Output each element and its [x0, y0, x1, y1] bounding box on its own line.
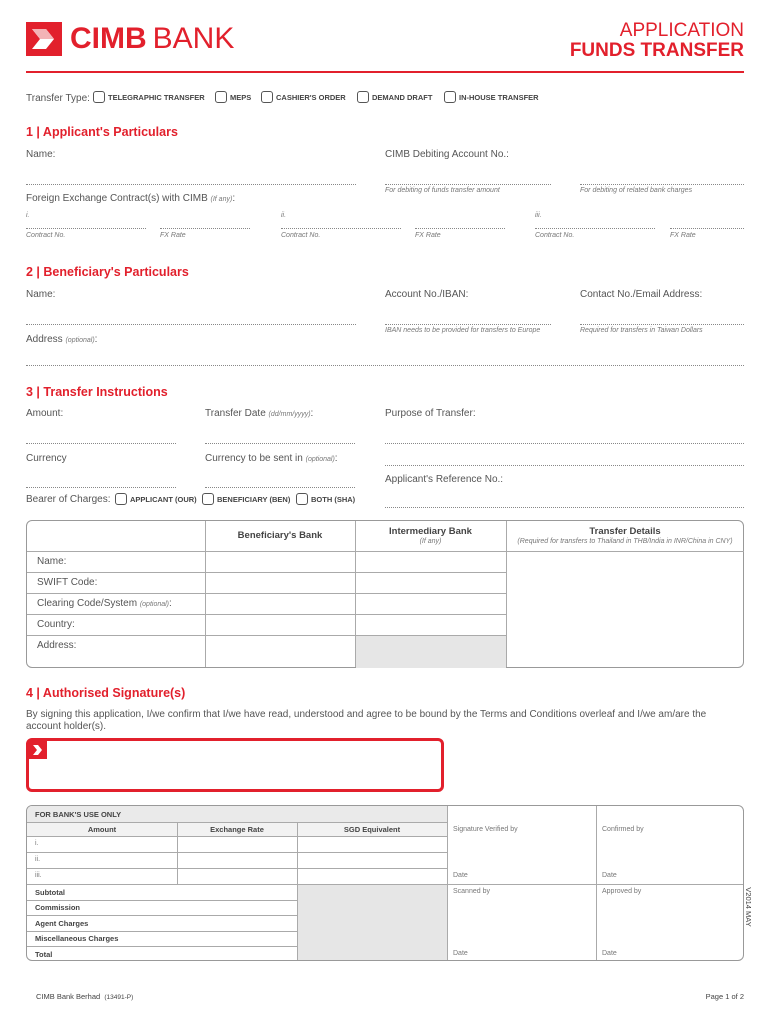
col-exchange-rate: Exchange Rate	[210, 825, 264, 834]
currency-label: Currency	[26, 453, 67, 464]
sgd-summary-disabled	[298, 885, 447, 961]
currency-field[interactable]	[26, 487, 176, 488]
checkbox-in-house-transfer[interactable]: IN-HOUSE TRANSFER	[444, 91, 539, 103]
note-funds-debit: For debiting of funds transfer amount	[385, 187, 500, 194]
note-taiwan: Required for transfers in Taiwan Dollars	[580, 327, 703, 334]
signature-box[interactable]	[26, 738, 444, 792]
note-iban: IBAN needs to be provided for transfers to Europe	[385, 327, 541, 334]
fx-rate-field-3[interactable]	[670, 228, 744, 229]
checkbox-cashiers-order[interactable]: CASHIER'S ORDER	[261, 91, 346, 103]
confirmed-by-label: Confirmed by	[602, 826, 644, 833]
beneficiary-name-label: Name:	[26, 289, 56, 300]
beneficiary-name-field[interactable]	[26, 324, 356, 325]
row-label-address: Address:	[37, 640, 77, 651]
transfer-date-field[interactable]	[205, 443, 355, 444]
contact-email-label: Contact No./Email Address:	[580, 289, 703, 300]
transfer-details-note: (Required for transfers to Thailand in THB/India in INR/China in CNY)	[517, 538, 733, 545]
scanned-by-label: Scanned by	[453, 888, 490, 895]
logo-bank-text: BANK	[152, 22, 235, 55]
version-label: V2014 MAY	[744, 887, 753, 927]
transfer-type-label: Transfer Type:	[26, 93, 90, 104]
header-divider	[26, 71, 744, 73]
date-label-3: Date	[453, 950, 468, 957]
bank-use-only-table	[26, 805, 744, 961]
applicant-name-label: Name:	[26, 149, 56, 160]
transfer-details-header: Transfer Details	[589, 526, 661, 537]
footer-company: CIMB Bank Berhad (13491-P)	[36, 992, 134, 1001]
fx-rate-field-2[interactable]	[415, 228, 505, 229]
intermediary-bank-note: (If any)	[419, 538, 442, 545]
currency-sent-field[interactable]	[205, 487, 355, 488]
row-subtotal: Subtotal	[35, 888, 65, 897]
purpose-field-2[interactable]	[385, 465, 744, 466]
footer-page-number: Page 1 of 2	[705, 992, 744, 1001]
purpose-field-1[interactable]	[385, 443, 744, 444]
contract-no-field-1[interactable]	[26, 228, 146, 229]
checkbox-meps[interactable]: MEPS	[215, 91, 251, 103]
section-1-title: 1 | Applicant's Particulars	[26, 125, 178, 139]
transfer-date-label: Transfer Date (dd/mm/yyyy):	[205, 408, 314, 419]
fec-roman-2: ii.	[281, 212, 287, 219]
intermediary-bank-header: Intermediary Bank	[389, 526, 472, 537]
contract-no-label-3: Contract No.	[535, 232, 575, 239]
address-label: Address (optional):	[26, 334, 98, 345]
contact-email-field[interactable]	[580, 324, 744, 325]
applicant-ref-label: Applicant's Reference No.:	[385, 474, 504, 485]
row-label-country: Country:	[37, 619, 75, 630]
account-iban-field[interactable]	[385, 324, 551, 325]
section-4-title: 4 | Authorised Signature(s)	[26, 686, 186, 700]
row-label-clearing: Clearing Code/System (optional):	[37, 598, 172, 609]
contract-no-label-2: Contract No.	[281, 232, 321, 239]
header-title-application: APPLICATION	[619, 20, 744, 41]
row-label-name: Name:	[37, 556, 67, 567]
bank-row-roman-1: i.	[35, 840, 39, 847]
bank-row-roman-2: ii.	[35, 856, 41, 863]
cimb-chevron-icon	[26, 22, 62, 56]
applicant-ref-field[interactable]	[385, 507, 744, 508]
checkbox-telegraphic-transfer[interactable]: TELEGRAPHIC TRANSFER	[93, 91, 205, 103]
fx-rate-field-1[interactable]	[160, 228, 250, 229]
bank-row-roman-3: iii.	[35, 872, 42, 879]
row-agent-charges: Agent Charges	[35, 919, 89, 928]
header-title-funds-transfer: FUNDS TRANSFER	[569, 40, 744, 61]
fec-label: Foreign Exchange Contract(s) with CIMB (If any):	[26, 193, 236, 204]
date-label-4: Date	[602, 950, 617, 957]
amount-label: Amount:	[26, 408, 64, 419]
bank-use-title: FOR BANK'S USE ONLY	[35, 810, 122, 819]
date-label-1: Date	[453, 872, 468, 879]
intermediary-address-disabled	[356, 636, 506, 668]
checkbox-bearer-ben[interactable]: BENEFICIARY (BEN)	[202, 493, 290, 505]
approved-by-label: Approved by	[602, 888, 642, 895]
fx-rate-label-2: FX Rate	[415, 232, 441, 239]
logo-cimb-text: CIMB	[70, 22, 147, 55]
bank-details-table	[26, 520, 744, 668]
checkbox-demand-draft[interactable]: DEMAND DRAFT	[357, 91, 432, 103]
section-3-title: 3 | Transfer Instructions	[26, 385, 168, 399]
checkbox-bearer-our[interactable]: APPLICANT (OUR)	[115, 493, 197, 505]
row-label-swift: SWIFT Code:	[37, 577, 98, 588]
row-total: Total	[35, 950, 53, 959]
beneficiary-bank-header: Beneficiary's Bank	[237, 530, 323, 541]
amount-field[interactable]	[26, 443, 176, 444]
date-label-2: Date	[602, 872, 617, 879]
purpose-label: Purpose of Transfer:	[385, 408, 476, 419]
fx-rate-label-3: FX Rate	[670, 232, 696, 239]
col-sgd-equivalent: SGD Equivalent	[343, 825, 401, 834]
address-field[interactable]	[26, 365, 744, 366]
note-charges-debit: For debiting of related bank charges	[580, 187, 693, 194]
contract-no-field-3[interactable]	[535, 228, 655, 229]
row-misc-charges: Miscellaneous Charges	[35, 934, 119, 943]
contract-no-label-1: Contract No.	[26, 232, 66, 239]
signature-verified-label: Signature Verified by	[453, 826, 518, 833]
bearer-label: Bearer of Charges:	[26, 494, 111, 505]
debiting-account-label: CIMB Debiting Account No.:	[385, 149, 509, 160]
section-2-title: 2 | Beneficiary's Particulars	[26, 265, 189, 279]
debiting-account-charges-field[interactable]	[580, 184, 744, 185]
debiting-account-funds-field[interactable]	[385, 184, 551, 185]
currency-sent-label: Currency to be sent in (optional):	[205, 453, 338, 464]
account-iban-label: Account No./IBAN:	[385, 289, 469, 300]
fec-roman-3: iii.	[535, 212, 542, 219]
col-amount: Amount	[87, 825, 117, 834]
cimb-logo	[26, 22, 234, 56]
signature-declaration: By signing this application, I/we confirm that I/we have read, understood and agree to be bound by the Terms and Conditions overleaf and I/we am/are the account holder(s).	[26, 709, 707, 732]
applicant-name-field[interactable]	[26, 184, 356, 185]
fx-rate-label-1: FX Rate	[160, 232, 186, 239]
row-commission: Commission	[35, 903, 81, 912]
checkbox-bearer-sha[interactable]: BOTH (SHA)	[296, 493, 355, 505]
signature-chevron-icon	[29, 741, 47, 759]
contract-no-field-2[interactable]	[281, 228, 401, 229]
fec-roman-1: i.	[26, 212, 30, 219]
